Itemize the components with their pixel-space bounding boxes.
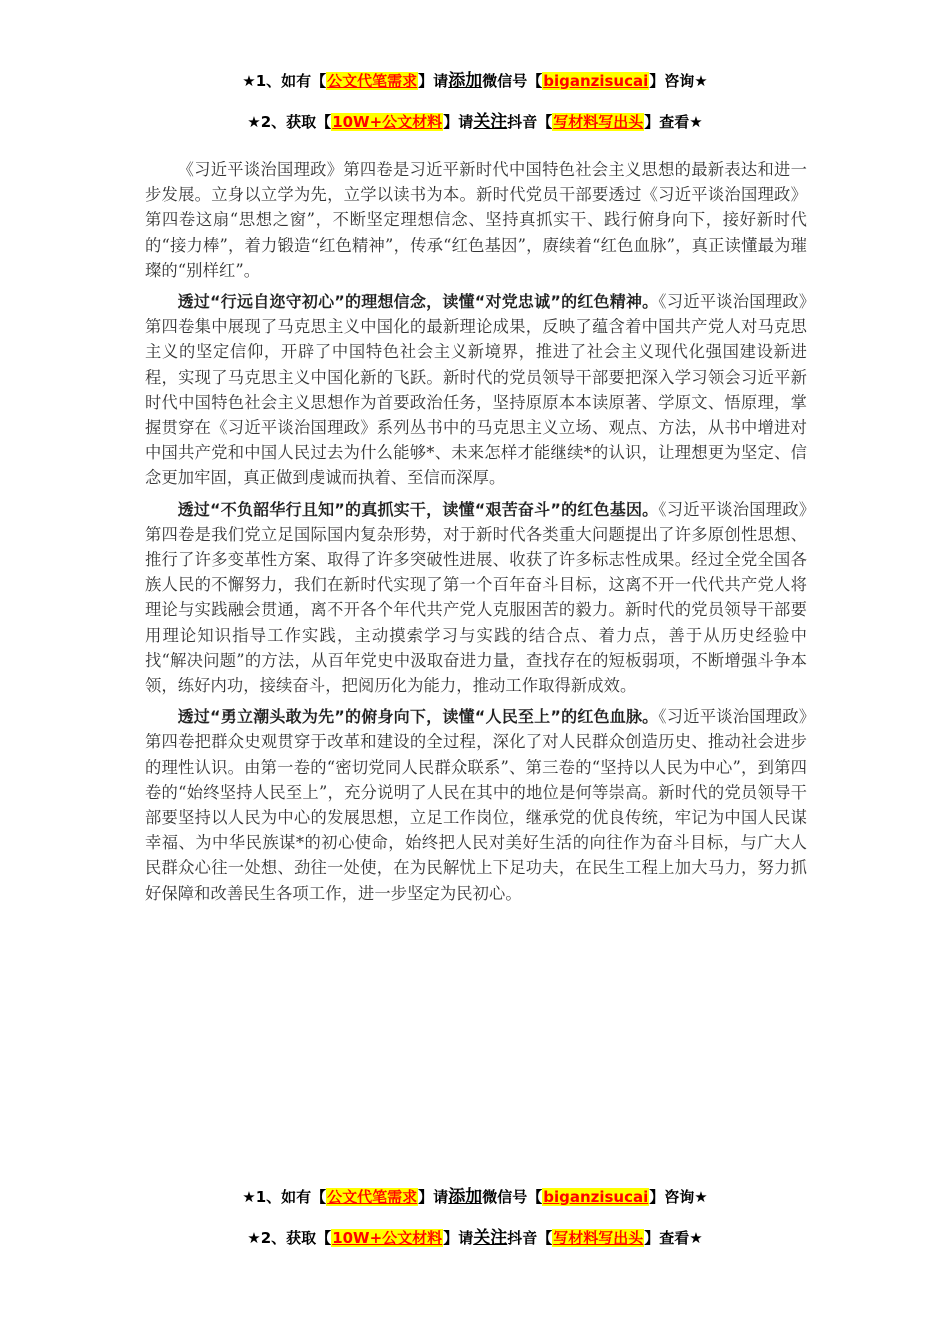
promo-douyin-account: 写材料写出头 [553, 113, 644, 131]
promo-mid: 抖音【 [507, 113, 553, 131]
promo-highlight-materials: 10W+公文材料 [332, 113, 443, 131]
promo-mid: 微信号【 [482, 72, 543, 90]
promo-mid: 抖音【 [507, 1229, 553, 1247]
promo-emphasis: 添加 [448, 1187, 483, 1207]
promo-suffix: 】查看★ [644, 1229, 703, 1247]
promo-wechat-id: biganzisucai [543, 72, 649, 90]
header-promo-line-2 [0, 112, 950, 132]
promo-prefix: ★2、获取【 [247, 113, 332, 131]
promo-mid: 】请 [418, 1188, 449, 1206]
intro-paragraph: 《习近平谈治国理政》第四卷是习近平新时代中国特色社会主义思想的最新表达和进一步发展。立身以立学为先，立学以读书为本。新时代党员干部要透过《习近平谈治国理政》第四卷这扇“思想之窗”，不断坚定理想信念、坚持真抓实干、践行俯身向下，接好新时代的“接力棒”，着力锻造“红色精神”，传承“红色基因”，赓续着“红色血脉”，真正读懂最为璀璨的“别样红”。 [145, 160, 807, 280]
promo-suffix: 】咨询★ [649, 1188, 708, 1206]
footer-promo-line-2 [0, 1228, 950, 1248]
promo-emphasis: 关注 [473, 1228, 508, 1248]
section-paragraph-1 [145, 289, 807, 491]
section-paragraph-3 [145, 704, 807, 906]
promo-douyin-account: 写材料写出头 [553, 1229, 644, 1247]
promo-emphasis: 添加 [448, 71, 483, 91]
promo-mid: 】请 [418, 72, 449, 90]
promo-emphasis: 关注 [473, 112, 508, 132]
section-body-2: 《习近平谈治国理政》第四卷是我们党立足国际国内复杂形势，对于新时代各类重大问题提出了许多原创性思想、推行了许多变革性方案、取得了许多突破性进展、收获了许多标志性成果。经过全党全国各族人民的不懈努力，我们在新时代实现了第一个百年奋斗目标，这离不开一代代共产党人将理论与实践融会贯通，离不开各个年代共产党人克服困苦的毅力。新时代的党员领导干部要用理论知识指导工作实践，主动摸索学习与实践的结合点、着力点，善于从历史经验中找“解决问题”的方法，从百年党史中汲取奋进力量，查找存在的短板弱项，不断增强斗争本领，练好内功，接续奋斗，把阅历化为能力，推动工作取得新成效。 [145, 499, 807, 696]
promo-prefix: ★1、如有【 [242, 72, 327, 90]
promo-mid: 微信号【 [482, 1188, 543, 1206]
footer-promo-line-1 [0, 1187, 950, 1207]
section-paragraph-2 [145, 497, 807, 699]
promo-highlight-service: 公文代笔需求 [327, 72, 418, 90]
section-body-3: 《习近平谈治国理政》第四卷把群众史观贯穿于改革和建设的全过程，深化了对人民群众创造历史、推动社会进步的理性认识。由第一卷的“密切党同人民群众联系”、第三卷的“坚持以人民为中心”，到第四卷的“始终坚持人民至上”，充分说明了人民在其中的地位是何等崇高。新时代的党员领导干部要坚持以人民为中心的发展思想，立足工作岗位，继承党的优良传统，牢记为中国人民谋幸福、为中华民族谋*的初心使命，始终把人民对美好生活的向往作为奋斗目标，与广大人民群众心往一处想、劲往一处使，在为民解忧上下足功夫，在民生工程上加大马力，努力抓好保障和改善民生各项工作，进一步坚定为民初心。 [145, 707, 807, 903]
header-promo-line-1 [0, 71, 950, 91]
promo-prefix: ★2、获取【 [247, 1229, 332, 1247]
promo-wechat-id: biganzisucai [543, 1188, 649, 1206]
promo-mid: 】请 [443, 1229, 474, 1247]
section-heading-3: 透过“勇立潮头敢为先”的俯身向下，读懂“人民至上”的红色血脉。 [177, 707, 659, 727]
article-body [145, 157, 807, 912]
promo-highlight-service: 公文代笔需求 [327, 1188, 418, 1206]
section-heading-2: 透过“不负韶华行且知”的真抓实干，读懂“艰苦奋斗”的红色基因。 [177, 499, 659, 519]
promo-suffix: 】查看★ [644, 113, 703, 131]
promo-suffix: 】咨询★ [649, 72, 708, 90]
section-body-1: 《习近平谈治国理政》第四卷集中展现了马克思主义中国化的最新理论成果，反映了蕴含着中国共产党人对马克思主义的坚定信仰，开辟了中国特色社会主义新境界，推进了社会主义现代化强国建设新进程，实现了马克思主义中国化新的飞跃。新时代的党员领导干部要把深入学习领会习近平新时代中国特色社会主义思想作为首要政治任务，坚持原原本本读原著、学原文、悟原理，掌握贯穿在《习近平谈治国理政》系列丛书中的马克思主义立场、观点、方法，从书中增进对中国共产党和中国人民过去为什么能够*、未来怎样才能继续*的认识，让理想更为坚定、信念更加牢固，真正做到虔诚而执着、至信而深厚。 [145, 292, 807, 488]
promo-mid: 】请 [443, 113, 474, 131]
promo-prefix: ★1、如有【 [242, 1188, 327, 1206]
section-heading-1: 透过“行远自迩守初心”的理想信念，读懂“对党忠诚”的红色精神。 [177, 292, 659, 312]
promo-highlight-materials: 10W+公文材料 [332, 1229, 443, 1247]
